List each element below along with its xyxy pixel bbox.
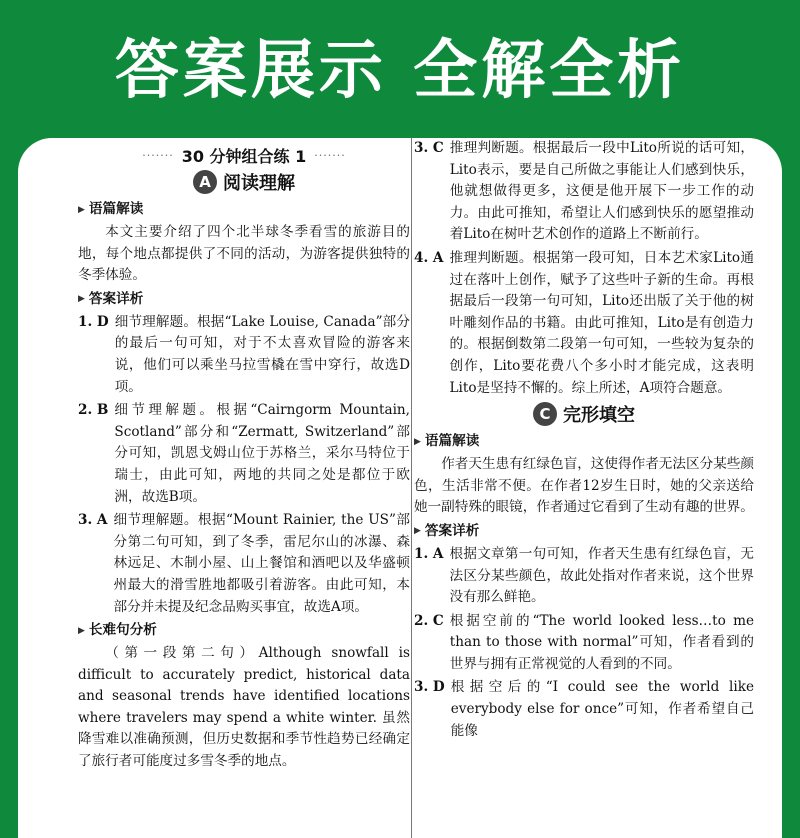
column-divider [411, 138, 412, 838]
answer-item [78, 312, 410, 398]
triangle-bullet-icon: ▶ [414, 526, 421, 537]
answer-item [414, 544, 754, 609]
answer-number: 4. A [414, 249, 444, 266]
part-a-title: 阅读理解 [223, 173, 295, 194]
answer-number: 3. C [414, 140, 444, 156]
answer-text: 细节理解题。根据“Cairngorm Mountain, Scotland”部分和“Zermatt, Switzerland”部分可知，凯恩戈姆山位于苏格兰，采尔马特位于瑞士，由此可知，两地的共同之处是都位于欧洲，故选B项。 [114, 402, 410, 505]
part-c-header [414, 401, 754, 427]
answer-text: 根据空前的“The world looked less…to me than to those with normal”可知，作者看到的世界与拥有正常视觉的人看到的不同。 [449, 612, 754, 672]
answer-text: 根据空后的“I could see the world like everybody else for once”可知，作者希望自己能像 [450, 679, 754, 739]
part-a-badge: A [193, 170, 217, 194]
banner-title: 答案展示 全解全析 [114, 34, 686, 108]
answer-number: 2. C [414, 612, 444, 629]
part-a-header [78, 169, 410, 195]
answer-number: 1. A [414, 545, 444, 562]
unit-title: 30 分钟组合练 1 [181, 147, 307, 166]
answer-text: 细节理解题。根据“Lake Louise, Canada”部分的最后一句可知，对于不太喜欢冒险的游客来说，他们可以乘坐马拉雪橇在雪中穿行，故选D项。 [114, 313, 410, 395]
section-long-sentence [78, 620, 410, 641]
section-label: 答案详析 [88, 290, 144, 307]
summary-paragraph: 作者天生患有红绿色盲，这使得作者无法区分某些颜色，生活非常不便。在作者12岁生日时，她的父亲送给她一副特殊的眼镜，作者通过它看到了生动有趣的世界。 [414, 456, 754, 516]
part-c-badge: C [533, 402, 557, 426]
banner [0, 0, 800, 130]
triangle-bullet-icon: ▶ [414, 436, 421, 447]
answer-text: 推理判断题。根据第一段可知，日本艺术家Lito通过在落叶上创作，赋予了这些叶子新的生命。再根据最后一段第一句可知，Lito还出版了关于他的树叶雕刻作品的书籍。由此可推知，Lito是有创造力的。根据倒数第二段第一句可知，一些较为复杂的创作，Lito要花费八个多小时才能完成，这表明Lito是坚持不懈的。综上所述，A项符合题意。 [449, 249, 754, 396]
right-column [414, 138, 754, 838]
section-summary-a [78, 199, 410, 220]
answer-text: 推理判断题。根据最后一段中Lito所说的话可知，Lito表示，要是自己所做之事能让人们感到快乐，他就想做得更多，这便是他开展下一步工作的动力。由此可推知，希望让人们感到快乐的愿望推动着Lito在树叶艺术创作的道路上不断前行。 [449, 140, 754, 243]
summary-paragraph: 本文主要介绍了四个北半球冬季看雪的旅游目的地，每个地点都提供了不同的活动，为游客提供独特的冬季体验。 [78, 224, 410, 284]
book-page [18, 138, 782, 838]
unit-header [78, 144, 410, 167]
answer-number: 2. B [78, 402, 109, 419]
unit-dots-right: ······· [314, 149, 346, 162]
part-c-title: 完形填空 [563, 405, 635, 427]
answer-item [414, 677, 754, 742]
triangle-bullet-icon: ▶ [78, 625, 85, 636]
left-column [78, 138, 410, 838]
answer-item [414, 138, 754, 246]
answer-text: 细节理解题。根据“Mount Rainier, the US”部分第二句可知，到了冬季，雷尼尔山的冰瀑、森林远足、木制小屋、山上餐馆和酒吧以及华盛顿州最大的滑雪胜地都吸引着游客。由此可知，本部分并未提及纪念品购买事宜，故选A项。 [113, 512, 410, 615]
answer-number: 3. D [414, 679, 445, 696]
section-answers-a [78, 289, 410, 310]
section-label: 长难句分析 [88, 622, 157, 639]
answer-item [414, 248, 754, 399]
section-answers-c [414, 521, 754, 542]
section-label: 语篇解读 [88, 201, 144, 217]
answer-item [78, 400, 410, 508]
answer-number: 1. D [78, 313, 109, 330]
unit-dots-left: ······· [142, 149, 174, 162]
answer-number: 3. A [78, 512, 108, 529]
section-summary-c [414, 431, 754, 452]
long-sentence-paragraph: （第一段第二句）Although snowfall is difficult to accurately predict, historical data and seasonal trends have identified locations where travelers may spend a white winter. 虽然降雪难以准确预测，但历史数据和季节性趋势已经确定了旅行者可能度过多雪冬季的地点。 [78, 645, 410, 770]
triangle-bullet-icon: ▶ [78, 204, 85, 215]
answer-item [414, 611, 754, 676]
section-label: 答案详析 [424, 522, 480, 539]
triangle-bullet-icon: ▶ [78, 294, 85, 305]
section-label: 语篇解读 [424, 433, 480, 450]
answer-item [78, 510, 410, 618]
answer-text: 根据文章第一句可知，作者天生患有红绿色盲，无法区分某些颜色，故此处指对作者来说，这个世界没有那么鲜艳。 [449, 545, 754, 606]
